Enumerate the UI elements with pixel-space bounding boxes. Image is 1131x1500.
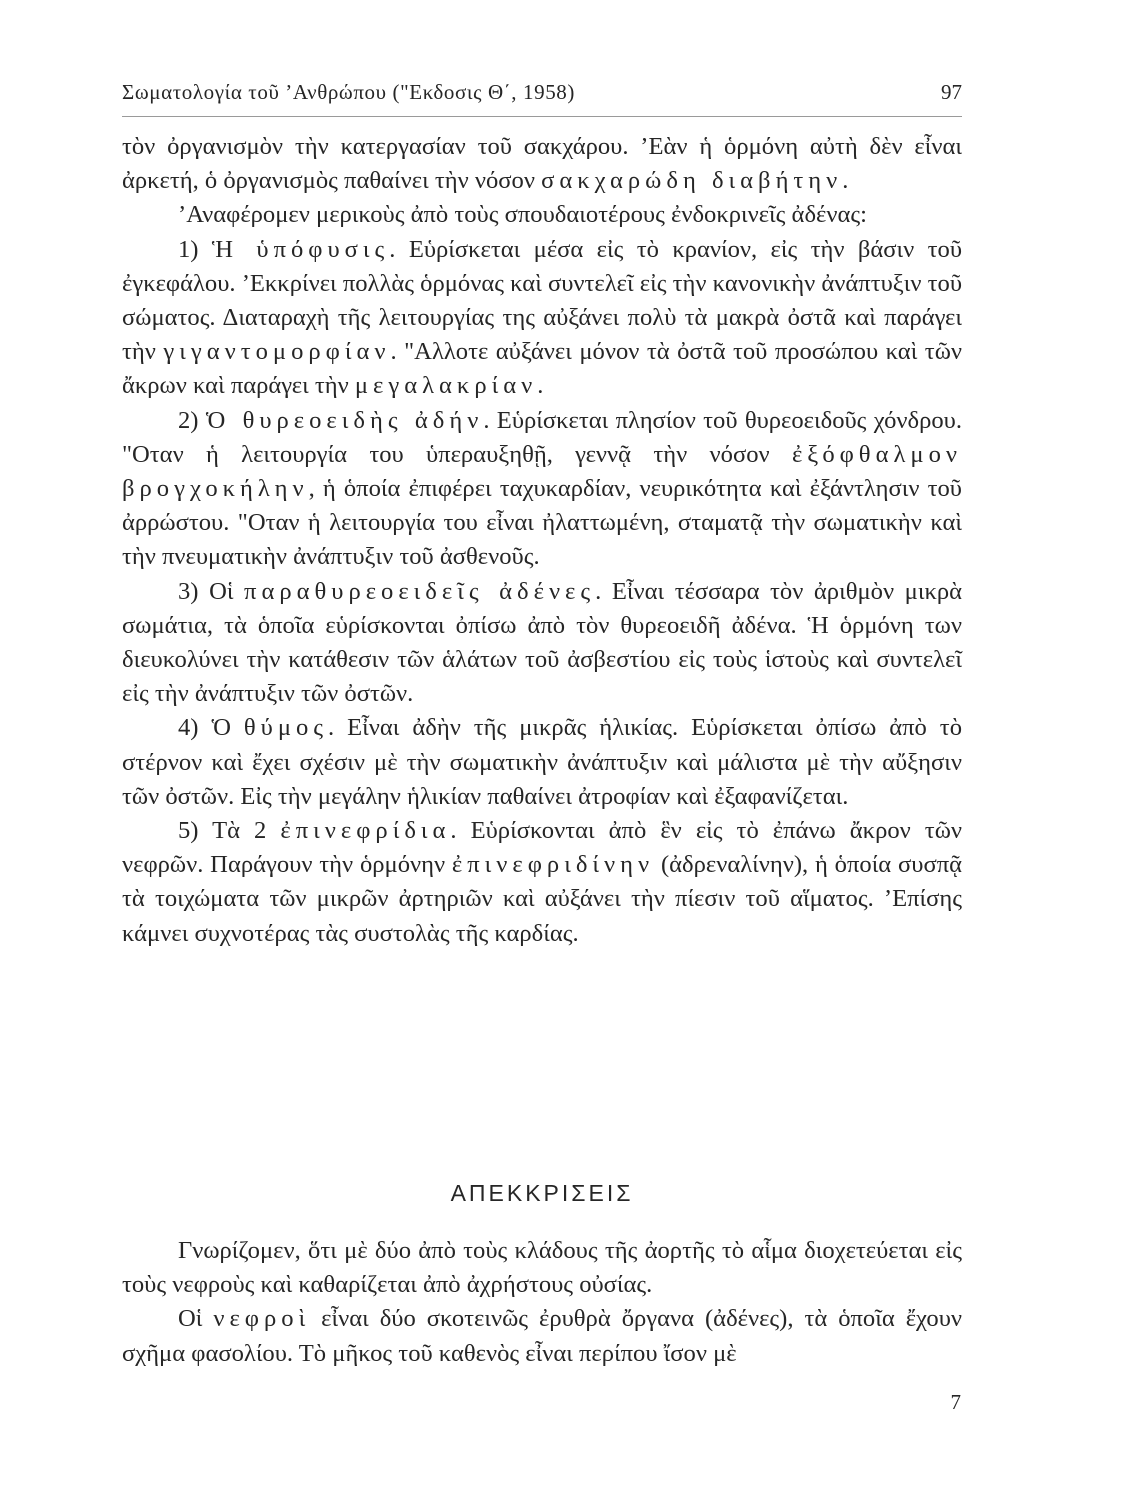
list-number: 1) bbox=[178, 235, 212, 263]
running-title: Σωματολογία τοῦ ’Ανθρώπου ("Εκδοσις Θ΄, 1958) bbox=[122, 80, 575, 104]
paragraph-hypophysis bbox=[122, 233, 962, 404]
spaced-term: σακχαρώδη διαβήτην bbox=[541, 167, 843, 195]
text-run: . Εὑρίσκεται πλησίον τοῦ θυρεοειδοῦς χόνδρου. "Οταν ἡ λειτουργία του ὑπεραυξηθῇ, γεννᾷ τὴν νόσον bbox=[122, 406, 963, 468]
spaced-term: Ἡ ὑπόφυσις bbox=[211, 235, 390, 263]
text-run: τὸν ὀργανισμὸν τὴν κατεργασίαν τοῦ σακχάρου. ’Εὰν ἡ ὁρμόνη αὐτὴ δὲν εἶναι ἀρκετή, ὁ ὀργανισμὸς παθαίνει τὴν νόσον bbox=[122, 133, 962, 195]
paragraph-thyroid bbox=[122, 404, 962, 575]
text-run: . Εὑρίσκονται ἀπὸ ἓν εἰς τὸ ἐπάνω ἄκρον τῶν νεφρῶν. Παράγουν τὴν ὁρμόνην bbox=[122, 817, 962, 879]
page-number: 97 bbox=[941, 80, 962, 104]
text-run: , ἡ ὁποία ἐπιφέρει ταχυκαρδίαν, νευρικότητα καὶ ἐξάντλησιν τοῦ ἀρρώστου. "Οταν ἡ λειτουργία του εἶναι ἠλαττωμένη, σταματᾷ τὴν σωματικὴν καὶ τὴν πνευματικὴν ἀνάπτυξιν τοῦ ἀσθενοῦς. bbox=[122, 475, 962, 571]
paragraph-intro: ’Αναφέρομεν μερικοὺς ἀπὸ τοὺς σπουδαιοτέρους ἐνδοκρινεῖς ἀδένας: bbox=[178, 201, 867, 229]
text-run: . Εἶναι ἀδὴν τῆς μικρᾶς ἡλικίας. Εὑρίσκεται ὀπίσω ἀπὸ τὸ στέρνον καὶ ἔχει σχέσιν μὲ τὴν σωματικὴν ἀνάπτυξιν καὶ μάλιστα μὲ τὴν αὔξησιν τῶν ὀστῶν. Εἰς τὴν μεγάλην ἡλικίαν παθαίνει ἀτροφίαν καὶ ἐξαφανίζεται. bbox=[122, 714, 962, 810]
list-number: 3) Οἱ bbox=[178, 577, 245, 605]
paragraph-thymus bbox=[122, 711, 962, 814]
list-number: 5) Τὰ 2 bbox=[178, 817, 281, 845]
section-body bbox=[122, 1234, 962, 1371]
spaced-term: ἐπινεφρίδια bbox=[280, 817, 451, 845]
text-run: . "Αλλοτε αὐξάνει μόνον τὰ ὀστᾶ τοῦ προσώπου καὶ τῶν ἄκρων καὶ παράγει τὴν bbox=[122, 338, 962, 400]
paragraph-diabetes bbox=[122, 130, 962, 198]
body-text bbox=[122, 130, 962, 951]
paragraph-excretion: Γνωρίζομεν, ὅτι μὲ δύο ἀπὸ τοὺς κλάδους τῆς ἀορτῆς τὸ αἷμα διοχετεύεται εἰς τοὺς νεφροὺς καὶ καθαρίζεται ἀπὸ ἀχρήστους οὐσίας. bbox=[122, 1237, 962, 1299]
spaced-term: ἐπινεφριδίνην bbox=[451, 851, 655, 879]
text-run: . bbox=[842, 167, 849, 195]
spaced-term: μεγαλακρίαν bbox=[354, 372, 538, 400]
text-run: . Εὑρίσκεται μέσα εἰς τὸ κρανίον, εἰς τὴν βάσιν τοῦ ἐγκεφάλου. ’Εκκρίνει πολλὰς ὁρμόνας καὶ συντελεῖ εἰς τὴν κανονικὴν ἀνάπτυξιν τοῦ σώματος. Διαταραχὴ τῆς λειτουργίας της αὐξάνει πολὺ τὰ μακρὰ ὀστᾶ καὶ παράγει τὴν bbox=[122, 235, 962, 366]
text-run: . bbox=[537, 372, 544, 400]
text-run: . Εἶναι τέσσαρα τὸν ἀριθμὸν μικρὰ σωμάτια, τὰ ὁποῖα εὑρίσκονται ὀπίσω ἀπὸ τὸν θυρεοειδῆ ἀδένα. Ἡ ὁρμόνη των διευκολύνει τὴν κατάθεσιν τῶν ἁλάτων τοῦ ἀσβεστίου εἰς τοὺς ἱστοὺς καὶ συντελεῖ εἰς τὴν ἀνάπτυξιν τῶν ὀστῶν. bbox=[122, 577, 963, 708]
paragraph-parathyroid bbox=[122, 575, 962, 712]
text-run: εἶναι δύο σκοτεινῶς ἐρυθρὰ ὄργανα (ἀδένες), τὰ ὁποῖα ἔχουν σχῆμα φασολίου. Τὸ μῆκος τοῦ καθενὸς εἶναι περίπου ἴσον μὲ bbox=[122, 1305, 962, 1367]
signature-mark: 7 bbox=[950, 1390, 961, 1414]
spaced-term: νεφροὶ bbox=[213, 1305, 311, 1333]
spaced-term: θύμος bbox=[243, 714, 329, 742]
section-heading: ΑΠΕΚΚΡΙΣΕΙΣ bbox=[450, 1180, 634, 1206]
text-run: Οἱ bbox=[178, 1305, 214, 1333]
running-head bbox=[122, 76, 962, 117]
list-number: 4) Ὁ bbox=[178, 714, 244, 742]
spaced-term: γιγαντομορφίαν bbox=[163, 338, 391, 366]
paragraph-kidneys bbox=[122, 1302, 962, 1370]
spaced-term: Ὁ θυρεοειδὴς ἀδήν bbox=[205, 406, 484, 434]
list-number: 2) bbox=[178, 406, 206, 434]
text-run: (ἀδρεναλίνην), ἡ ὁποία συσπᾷ τὰ τοιχώματα τῶν μικρῶν ἀρτηριῶν καὶ αὐξάνει τὴν πίεσιν τοῦ αἵματος. ’Επίσης κάμνει συχνοτέρας τὰς συστολὰς τῆς καρδίας. bbox=[122, 851, 963, 947]
spaced-term: ἐξόφθαλμον βρογχοκήλην bbox=[122, 440, 962, 503]
paragraph-adrenals bbox=[122, 814, 962, 951]
spaced-term: παραθυρεοειδεῖς ἀδένες bbox=[244, 577, 596, 605]
